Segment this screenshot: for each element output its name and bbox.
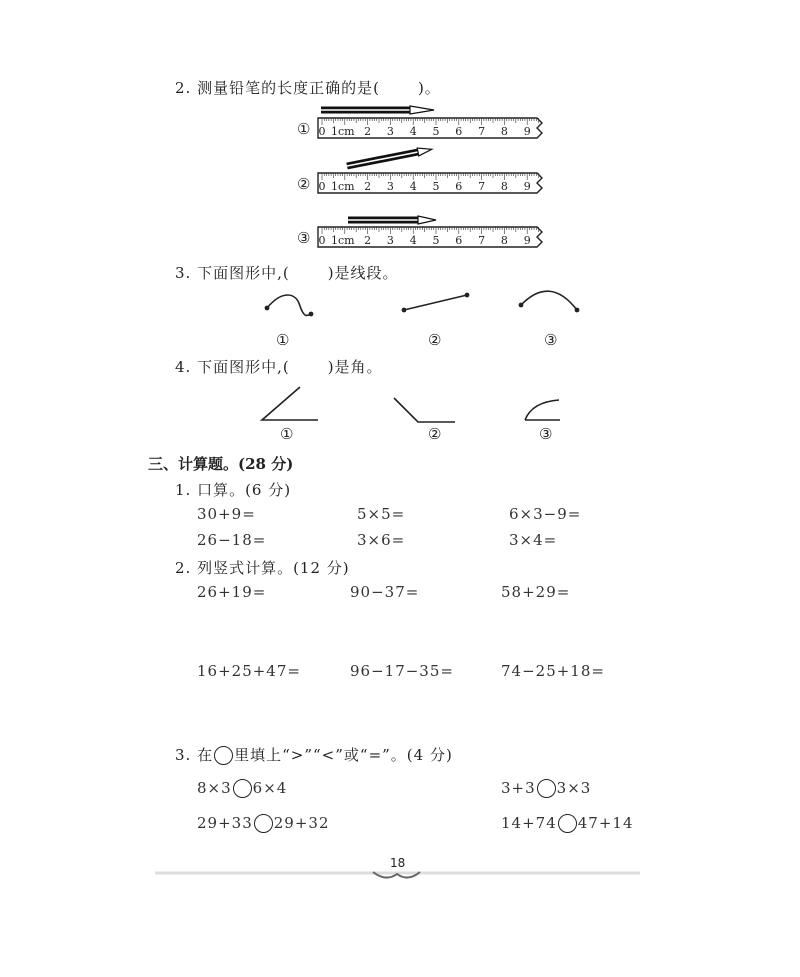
ruler-scale-label: 0 <box>318 180 326 193</box>
angle-figures <box>262 387 560 422</box>
endpoint <box>309 312 314 317</box>
compare-circle-input[interactable] <box>233 779 252 798</box>
ruler-scale-label: 3 <box>386 234 394 247</box>
ruler-scale-label: 4 <box>409 180 417 193</box>
section-title: 三、计算题。(28 分) <box>148 455 294 473</box>
ruler-scale-label: 1cm <box>331 234 355 247</box>
endpoint <box>265 306 270 311</box>
segment-figures <box>265 291 580 316</box>
ruler-scale-label: 0 <box>318 234 326 247</box>
ruler-scale-label: 1cm <box>331 125 355 138</box>
ruler-scale-label: 5 <box>432 234 440 247</box>
option-label: ② <box>428 331 442 349</box>
oral-item: 30+9= <box>197 505 256 523</box>
curve-line <box>267 295 311 316</box>
line-segment <box>404 295 467 310</box>
option-label: ③ <box>539 425 553 443</box>
vertical-item: 90−37= <box>350 583 420 601</box>
ruler-scale-label: 5 <box>432 125 440 138</box>
ruler-scale-label: 6 <box>455 125 463 138</box>
question-4: 4. 下面图形中,( )是角。 <box>175 358 383 376</box>
option-label: ① <box>276 331 290 349</box>
ruler-scale-label: 6 <box>455 234 463 247</box>
vertical-item: 58+29= <box>501 583 571 601</box>
page-number: 18 <box>390 856 406 870</box>
ruler-2 <box>318 148 542 193</box>
oral-item: 6×3−9= <box>509 505 582 523</box>
question-2: 2. 测量铅笔的长度正确的是( )。 <box>175 79 441 97</box>
question-3: 3. 下面图形中,( )是线段。 <box>175 264 399 282</box>
endpoint <box>402 308 407 313</box>
ruler-scale-label: 3 <box>386 125 394 138</box>
ruler-scale-label: 7 <box>478 234 486 247</box>
oral-item: 3×4= <box>509 531 558 549</box>
option-label: ③ <box>544 331 558 349</box>
oral-item: 3×6= <box>357 531 406 549</box>
vertical-item: 96−17−35= <box>350 662 454 680</box>
ruler-scale-label: 1cm <box>331 180 355 193</box>
compare-circle-input[interactable] <box>558 814 577 833</box>
angle-shape <box>262 387 318 420</box>
vertical-title: 2. 列竖式计算。(12 分) <box>175 559 350 577</box>
compare-item: 8×3 6×4 <box>197 779 288 797</box>
vertical-item: 16+25+47= <box>197 662 301 680</box>
ruler-3 <box>318 216 542 247</box>
compare-item: 29+33 29+32 <box>197 814 330 832</box>
ruler-scale-label: 2 <box>364 125 372 138</box>
bent-line-shape <box>394 398 455 422</box>
ruler-scale-label: 9 <box>523 180 531 193</box>
pencil-icon <box>348 216 436 224</box>
ruler-scale-label: 8 <box>500 180 508 193</box>
compare-item: 14+74 47+14 <box>501 814 634 832</box>
ruler-scale-label: 0 <box>318 125 326 138</box>
ruler-label-2: ② <box>297 175 311 193</box>
endpoint <box>465 293 470 298</box>
option-label: ② <box>428 425 442 443</box>
pencil-icon <box>347 148 432 166</box>
ruler-label-1: ① <box>297 120 311 138</box>
compare-circle-input[interactable] <box>537 779 556 798</box>
compare-circle-input[interactable] <box>254 814 273 833</box>
compare-item: 3+3 3×3 <box>501 779 592 797</box>
ruler-scale-label: 4 <box>409 125 417 138</box>
curved-angle-shape <box>525 400 560 420</box>
ruler-scale-label: 9 <box>523 125 531 138</box>
circle-icon <box>214 746 233 765</box>
ruler-scale-label: 4 <box>409 234 417 247</box>
ruler-scale-label: 5 <box>432 180 440 193</box>
option-label: ① <box>280 425 294 443</box>
oral-title: 1. 口算。(6 分) <box>175 481 292 499</box>
vertical-item: 26+19= <box>197 583 267 601</box>
ruler-scale-label: 7 <box>478 180 486 193</box>
ruler-scale-label: 9 <box>523 234 531 247</box>
ruler-scale-label: 8 <box>500 234 508 247</box>
ruler-scale-label: 2 <box>364 234 372 247</box>
ruler-scale-label: 3 <box>386 180 394 193</box>
compare-title: 3. 在 里填上“>”“<”或“=”。(4 分) <box>175 746 453 764</box>
ruler-scale-label: 2 <box>364 180 372 193</box>
ruler-scale-label: 8 <box>500 125 508 138</box>
arc <box>521 291 577 310</box>
endpoint <box>575 308 580 313</box>
endpoint <box>519 303 524 308</box>
ruler-1 <box>318 106 542 138</box>
vertical-item: 74−25+18= <box>501 662 605 680</box>
ruler-label-3: ③ <box>297 229 311 247</box>
ruler-scale-label: 7 <box>478 125 486 138</box>
pencil-icon <box>321 106 434 114</box>
ruler-scale-label: 6 <box>455 180 463 193</box>
oral-item: 26−18= <box>197 531 267 549</box>
oral-item: 5×5= <box>357 505 406 523</box>
